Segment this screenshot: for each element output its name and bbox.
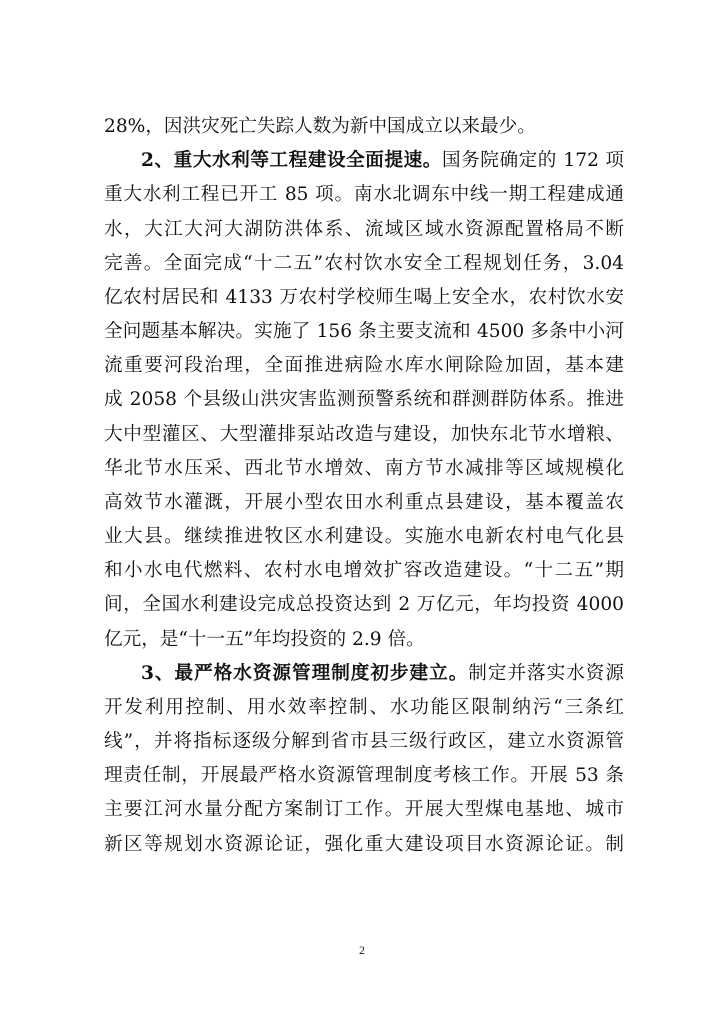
line-text: 华北节水压采、西北节水增效、南方节水减排等区域规模化 bbox=[104, 458, 624, 479]
line-text: 28%，因洪灾死亡失踪人数为新中国成立以来最少。 bbox=[104, 116, 536, 137]
line-text: 重大水利工程已开工 85 项。南水北调东中线一期工程建成通 bbox=[104, 184, 624, 205]
text-line-22 bbox=[104, 828, 624, 862]
line-text: 新区等规划水资源论证，强化重大建设项目水资源论证。制 bbox=[104, 834, 624, 855]
line-text: 主要江河水量分配方案制订工作。开展大型煤电基地、城市 bbox=[104, 799, 624, 820]
section-heading-2: 2、重大水利等工程建设全面提速。 bbox=[141, 150, 442, 171]
line-text: 大中型灌区、大型灌排泵站改造与建设，加快东北节水增粮、 bbox=[104, 424, 624, 445]
text-line-2 bbox=[141, 144, 624, 178]
text-line-15 bbox=[104, 588, 624, 622]
text-line-12 bbox=[104, 486, 624, 520]
text-line-19 bbox=[104, 725, 624, 759]
line-text: 亿元，是“十一五”年均投资的 2.9 倍。 bbox=[104, 629, 425, 650]
line-text: 高效节水灌溉，开展小型农田水利重点县建设，基本覆盖农 bbox=[104, 492, 624, 513]
line-text: 流重要河段治理，全面推进病险水库水闸除险加固，基本建 bbox=[104, 355, 624, 376]
line-text: 开发利用控制、用水效率控制、水功能区限制纳污“三条红 bbox=[104, 697, 624, 718]
line-text: 制定并落实水资源 bbox=[468, 663, 624, 684]
text-line-10 bbox=[104, 418, 624, 452]
page-number: 2 bbox=[359, 943, 365, 957]
text-line-17 bbox=[141, 657, 624, 691]
text-line-8 bbox=[104, 349, 624, 383]
section-heading-3: 3、最严格水资源管理制度初步建立。 bbox=[141, 663, 469, 684]
text-line-7 bbox=[104, 315, 624, 349]
line-text: 成 2058 个县级山洪灾害监测预警系统和群测群防体系。推进 bbox=[104, 389, 624, 410]
line-text: 完善。全面完成“十二五”农村饮水安全工程规划任务，3.04 bbox=[104, 253, 624, 274]
line-text: 全问题基本解决。实施了 156 条主要支流和 4500 多条中小河 bbox=[104, 321, 624, 342]
line-text: 理责任制，开展最严格水资源管理制度考核工作。开展 53 条 bbox=[104, 765, 624, 786]
line-text: 线”，并将指标逐级分解到省市县三级行政区，建立水资源管 bbox=[104, 731, 624, 752]
line-text: 和小水电代燃料、农村水电增效扩容改造建设。“十二五”期 bbox=[104, 560, 624, 581]
line-text: 水，大江大河大湖防洪体系、流域区域水资源配置格局不断 bbox=[104, 219, 624, 240]
text-line-4 bbox=[104, 213, 624, 247]
text-line-5 bbox=[104, 247, 624, 281]
text-line-13 bbox=[104, 520, 624, 554]
text-line-11 bbox=[104, 452, 624, 486]
line-text: 业大县。继续推进牧区水利建设。实施水电新农村电气化县 bbox=[104, 526, 624, 547]
line-text: 国务院确定的 172 项 bbox=[441, 150, 624, 171]
text-line-14 bbox=[104, 554, 624, 588]
text-line-3 bbox=[104, 178, 624, 212]
text-line-9 bbox=[104, 383, 624, 417]
text-line-16 bbox=[104, 623, 624, 657]
line-text: 亿农村居民和 4133 万农村学校师生喝上安全水，农村饮水安 bbox=[104, 287, 624, 308]
text-line-20 bbox=[104, 759, 624, 793]
text-line-21 bbox=[104, 793, 624, 827]
text-line-1 bbox=[104, 110, 624, 144]
line-text: 间，全国水利建设完成总投资达到 2 万亿元，年均投资 4000 bbox=[104, 594, 624, 615]
text-line-18 bbox=[104, 691, 624, 725]
text-line-6 bbox=[104, 281, 624, 315]
